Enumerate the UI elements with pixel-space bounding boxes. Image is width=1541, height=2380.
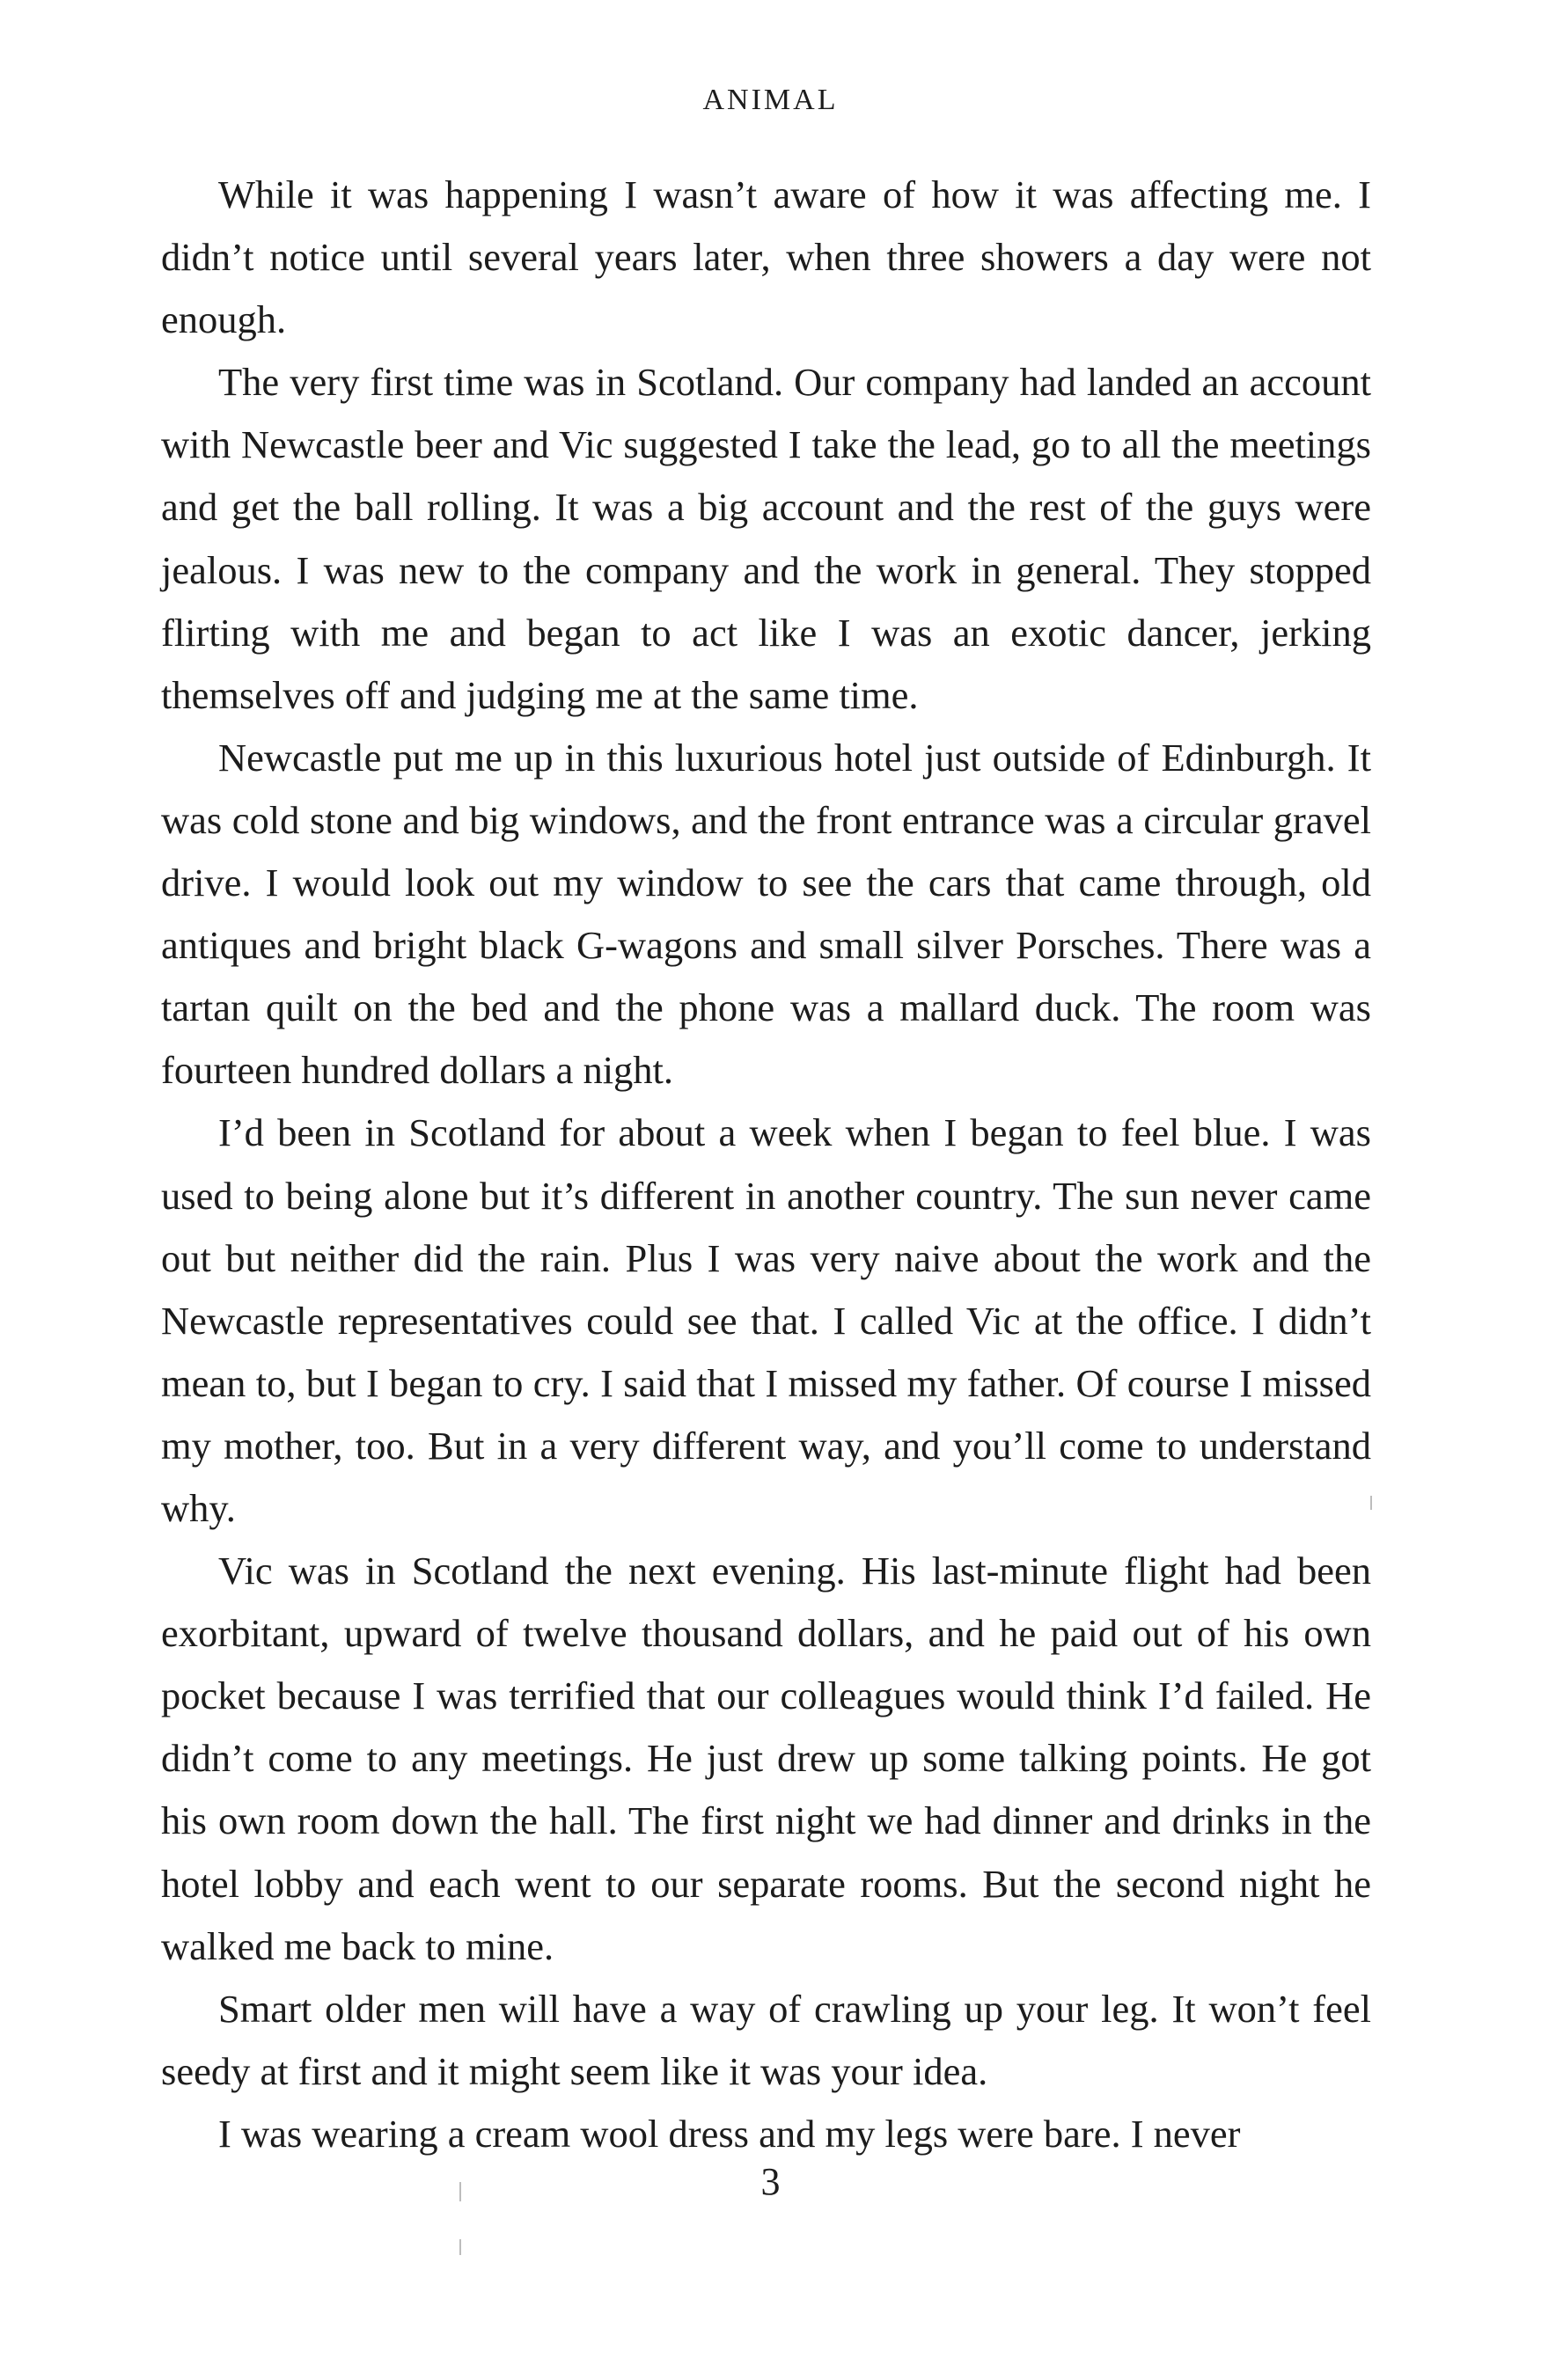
paragraph: Smart older men will have a way of crawling up your leg. It won’t feel seedy at first and it might seem like it was your idea. — [161, 1986, 1371, 2093]
paragraph: The very first time was in Scotland. Our company had landed an account with Newcastle beer and Vic suggested I take the lead, go to all the meetings and get the ball rolling. It was a big account and the rest of the guys were jealous. I was new to the company and the work in general. They stopped flirting with me and began to act like I was an exotic dancer, jerking themselves off and judging me at the same time. — [161, 360, 1371, 717]
paragraph: While it was happening I wasn’t aware of how it was affecting me. I didn’t notice until several years later, when three showers a day were not enough. — [161, 172, 1371, 342]
paragraph: Vic was in Scotland the next evening. His last-minute flight had been exorbitant, upward of twelve thousand dollars, and he paid out of his own pocket because I was terrified that our colleagues would think I’d failed. He didn’t come to any meetings. He just drew up some talking points. He got his own room down the hall. The first night we had dinner and drinks in the hotel lobby and each went to our separate rooms. But the second night he walked me back to mine. — [161, 1549, 1371, 1968]
scan-speck — [459, 2239, 461, 2255]
paragraph: I was wearing a cream wool dress and my legs were bare. I never — [218, 2111, 1241, 2156]
page-number: 3 — [760, 2160, 781, 2203]
paragraph: I’d been in Scotland for about a week when I began to feel blue. I was used to being alone but it’s different in another country. The sun never came out but neither did the rain. Plus I was very naive about the work and the Newcastle representatives could see that. I called Vic at the office. I didn’t mean to, but I began to cry. I said that I missed my father. Of course I missed my mother, too. But in a very different way, and you’ll come to understand why. — [161, 1110, 1371, 1530]
scan-speck — [1370, 1496, 1372, 1510]
body-text — [161, 164, 1371, 2165]
paragraph: Newcastle put me up in this luxurious hotel just outside of Edinburgh. It was cold stone and big windows, and the front entrance was a circular gravel drive. I would look out my window to see the cars that came through, old antiques and bright black G-wagons and small silver Porsches. There was a tartan quilt on the bed and the phone was a mallard duck. The room was fourteen hundred dollars a night. — [161, 735, 1371, 1093]
running-head: ANIMAL — [702, 84, 839, 116]
